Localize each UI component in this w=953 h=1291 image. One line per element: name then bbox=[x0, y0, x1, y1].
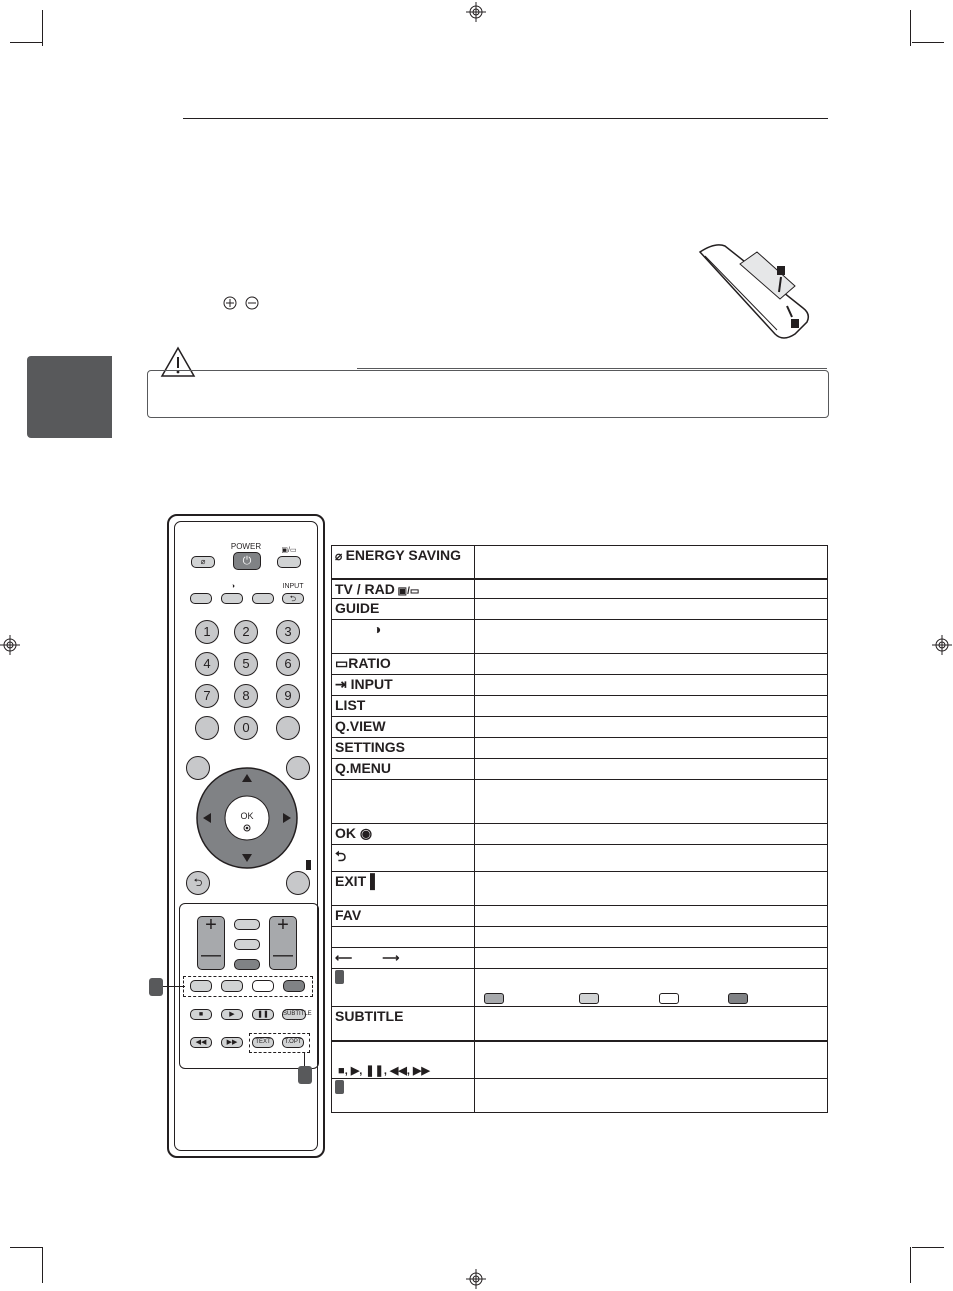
table-row bbox=[332, 1079, 828, 1113]
table-row bbox=[332, 824, 828, 845]
number-8-button[interactable]: 8 bbox=[234, 684, 258, 708]
table-row bbox=[332, 872, 828, 906]
number-9-button[interactable]: 9 bbox=[276, 684, 300, 708]
function-table bbox=[331, 545, 828, 1113]
exit-button[interactable] bbox=[286, 871, 310, 895]
function-key bbox=[332, 620, 475, 654]
tv-radio-icon: ▣/▭ bbox=[394, 585, 420, 597]
function-key: ▭RATIO bbox=[332, 654, 475, 675]
aux-button[interactable] bbox=[234, 939, 260, 950]
function-key: FAV bbox=[332, 906, 475, 927]
marker-leader bbox=[304, 1052, 305, 1066]
playback-icons: ■, ▶, ❚❚, ◀◀, ▶▶ bbox=[335, 1065, 430, 1077]
battery-polarity-icon bbox=[222, 296, 262, 310]
input-label: INPUT bbox=[282, 583, 304, 590]
header-rule bbox=[183, 118, 828, 119]
av-mode-icon: ◑ bbox=[373, 621, 382, 637]
table-row bbox=[332, 906, 828, 927]
green-button[interactable] bbox=[221, 980, 243, 992]
ratio-icon: ▭ bbox=[335, 655, 349, 671]
list-button[interactable] bbox=[195, 716, 219, 740]
table-row bbox=[332, 948, 828, 969]
number-1-button[interactable]: 1 bbox=[195, 620, 219, 644]
table-row bbox=[332, 599, 828, 620]
ok-label: OK bbox=[240, 811, 254, 821]
table-row bbox=[332, 654, 828, 675]
av-mode-button[interactable] bbox=[221, 593, 243, 604]
table-row bbox=[332, 738, 828, 759]
function-key bbox=[332, 927, 475, 948]
number-7-button[interactable]: 7 bbox=[195, 684, 219, 708]
channel-plus: + bbox=[277, 914, 289, 936]
color-buttons-marker bbox=[149, 978, 163, 996]
guide-button[interactable] bbox=[190, 593, 212, 604]
table-row bbox=[332, 1041, 828, 1079]
number-0-button[interactable]: 0 bbox=[234, 716, 258, 740]
crop-mark bbox=[42, 10, 43, 46]
function-key bbox=[332, 969, 475, 1007]
crop-mark bbox=[912, 42, 944, 43]
volume-minus: — bbox=[201, 944, 221, 966]
number-2-button[interactable]: 2 bbox=[234, 620, 258, 644]
red-key-icon bbox=[484, 993, 504, 1004]
marker-icon bbox=[335, 970, 344, 984]
tv-rad-button[interactable] bbox=[277, 556, 301, 568]
function-key: Q.MENU bbox=[332, 759, 475, 780]
function-key: TV / RAD ▣/▭ bbox=[332, 579, 475, 599]
marker-leader bbox=[163, 986, 185, 987]
table-row bbox=[332, 717, 828, 738]
forward-button[interactable]: ▶▶ bbox=[221, 1037, 243, 1048]
function-key: OK ◉ bbox=[332, 824, 475, 845]
stop-button[interactable]: ■ bbox=[190, 1009, 212, 1020]
energy-saving-button[interactable]: ⌀ bbox=[191, 556, 215, 568]
rewind-button[interactable]: ◀◀ bbox=[190, 1037, 212, 1048]
table-row bbox=[332, 675, 828, 696]
back-arrow-icon: ⮌ bbox=[335, 848, 347, 864]
function-key: Q.VIEW bbox=[332, 717, 475, 738]
table-row bbox=[332, 927, 828, 948]
function-key: LIST bbox=[332, 696, 475, 717]
function-key: GUIDE bbox=[332, 599, 475, 620]
crop-mark bbox=[912, 1247, 944, 1248]
crop-mark bbox=[910, 1247, 911, 1283]
tv-rad-label: ▣/▭ bbox=[281, 547, 297, 554]
teletext-marker bbox=[298, 1066, 312, 1084]
mute-button[interactable] bbox=[234, 959, 260, 970]
table-row bbox=[332, 579, 828, 599]
table-row bbox=[332, 696, 828, 717]
qview-button[interactable] bbox=[276, 716, 300, 740]
function-key: ⇥ INPUT bbox=[332, 675, 475, 696]
table-row bbox=[332, 620, 828, 654]
teletext-outline bbox=[249, 1033, 310, 1053]
function-key: SETTINGS bbox=[332, 738, 475, 759]
table-row bbox=[332, 969, 828, 1007]
energy-saving-icon: ⌀ bbox=[335, 549, 346, 563]
ratio-button[interactable] bbox=[252, 593, 274, 604]
topt-button[interactable]: T.OPT bbox=[282, 1037, 304, 1048]
table-row bbox=[332, 546, 828, 579]
chapter-tab bbox=[27, 356, 112, 438]
marker-icon bbox=[335, 1080, 344, 1094]
function-key bbox=[332, 1041, 475, 1079]
crop-mark bbox=[42, 1247, 43, 1283]
input-button[interactable]: ⮌ bbox=[282, 593, 304, 604]
red-button[interactable] bbox=[190, 980, 212, 992]
caution-rule bbox=[357, 368, 827, 369]
av-mode-label: ◑ bbox=[230, 583, 236, 590]
power-button[interactable]: ⏻ bbox=[233, 552, 261, 570]
crop-mark bbox=[10, 42, 42, 43]
function-key bbox=[332, 845, 475, 872]
function-key: ⌀ ENERGY SAVING bbox=[332, 546, 475, 579]
text-button[interactable]: TEXT bbox=[252, 1037, 274, 1048]
function-key: SUBTITLE bbox=[332, 1007, 475, 1041]
fav-button[interactable] bbox=[234, 919, 260, 930]
table-row bbox=[332, 759, 828, 780]
pause-button[interactable]: ❚❚ bbox=[252, 1009, 274, 1020]
number-3-button[interactable]: 3 bbox=[276, 620, 300, 644]
exit-marker bbox=[306, 860, 311, 870]
volume-plus: + bbox=[205, 914, 217, 936]
function-key: EXIT ▌ bbox=[332, 872, 475, 906]
crop-mark bbox=[10, 1247, 42, 1248]
registration-mark-icon bbox=[466, 2, 486, 22]
caution-box bbox=[147, 370, 829, 418]
yellow-key-icon bbox=[659, 993, 679, 1004]
blue-key-icon bbox=[728, 993, 748, 1004]
crop-mark bbox=[910, 10, 911, 46]
power-label: POWER bbox=[230, 542, 262, 551]
yellow-button[interactable] bbox=[252, 980, 274, 992]
input-icon: ⇥ bbox=[335, 676, 351, 692]
table-row bbox=[332, 780, 828, 824]
exit-icon: ▌ bbox=[366, 873, 380, 889]
registration-mark-icon bbox=[932, 635, 952, 655]
green-key-icon bbox=[579, 993, 599, 1004]
page-arrows-icon: ⟵ ⟶ bbox=[335, 951, 400, 965]
channel-minus: — bbox=[273, 944, 293, 966]
number-6-button[interactable]: 6 bbox=[276, 652, 300, 676]
table-row bbox=[332, 845, 828, 872]
function-key bbox=[332, 948, 475, 969]
function-key bbox=[332, 1079, 475, 1113]
registration-mark-icon bbox=[466, 1269, 486, 1289]
subtitle-button[interactable]: SUBTITLE bbox=[282, 1009, 306, 1020]
function-key bbox=[332, 780, 475, 824]
number-4-button[interactable]: 4 bbox=[195, 652, 219, 676]
registration-mark-icon bbox=[0, 635, 20, 655]
remote-battery-illustration bbox=[695, 244, 810, 344]
back-button[interactable]: ⮌ bbox=[186, 871, 210, 895]
blue-button[interactable] bbox=[283, 980, 305, 992]
number-5-button[interactable]: 5 bbox=[234, 652, 258, 676]
play-button[interactable]: ▶ bbox=[221, 1009, 243, 1020]
ok-dot-icon: ◉ bbox=[356, 825, 373, 841]
table-row bbox=[332, 1007, 828, 1041]
